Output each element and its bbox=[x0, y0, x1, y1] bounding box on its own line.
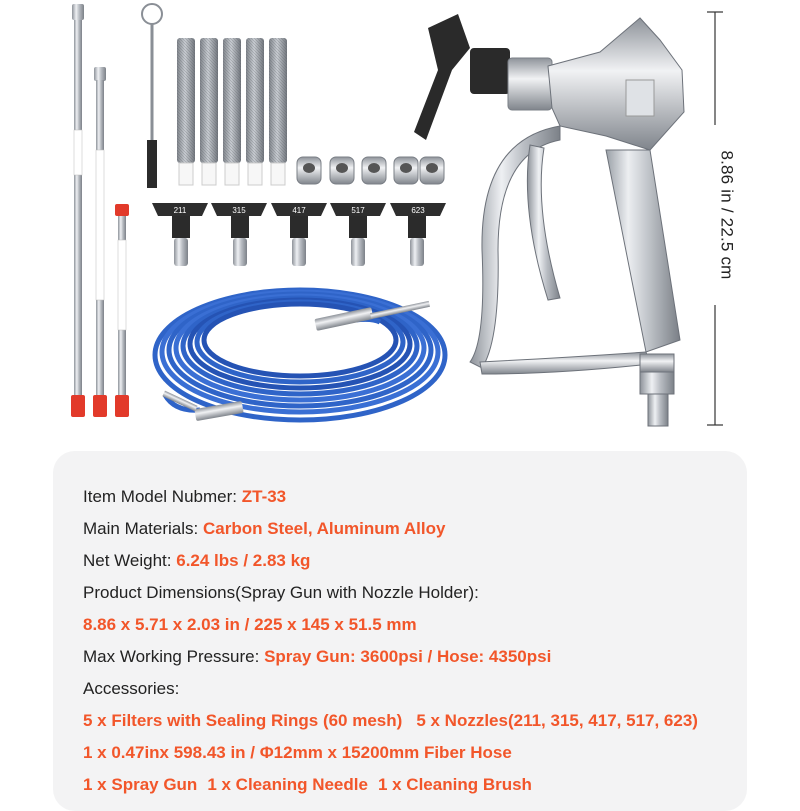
accessory-cleaning-needle: 1 x Cleaning Needle bbox=[207, 775, 368, 794]
spec-value: ZT-33 bbox=[241, 487, 287, 506]
cleaning-brush bbox=[142, 4, 162, 188]
accessories-line-1 bbox=[83, 710, 698, 732]
spec-label: Net Weight: bbox=[83, 551, 177, 570]
nozzle-315 bbox=[211, 203, 267, 266]
extension-pole-long bbox=[71, 4, 85, 417]
sealing-rings bbox=[297, 157, 444, 184]
nozzles bbox=[152, 203, 446, 266]
nozzle-code: 623 bbox=[411, 206, 425, 215]
spec-label: Product Dimensions(Spray Gun with Nozzle Holder): bbox=[83, 583, 479, 602]
spec-model bbox=[83, 486, 286, 508]
spec-accessories-label bbox=[83, 678, 179, 700]
spec-label: Item Model Nubmer: bbox=[83, 487, 242, 506]
filters bbox=[177, 38, 287, 185]
accessory-cleaning-brush: 1 x Cleaning Brush bbox=[377, 775, 532, 794]
nozzle-211 bbox=[152, 203, 208, 266]
dimension-label: 8.86 in / 22.5 cm bbox=[718, 150, 737, 280]
accessory-nozzles: 5 x Nozzles(211, 315, 417, 517, 623) bbox=[416, 711, 698, 730]
spec-materials bbox=[83, 518, 445, 540]
accessories-line-2 bbox=[83, 742, 512, 764]
spec-value: 8.86 x 5.71 x 2.03 in / 225 x 145 x 51.5 mm bbox=[83, 615, 417, 634]
nozzle-code: 517 bbox=[351, 206, 365, 215]
nozzle-code: 315 bbox=[232, 206, 246, 215]
spec-value: Carbon Steel, Aluminum Alloy bbox=[202, 519, 446, 538]
spray-gun bbox=[414, 14, 684, 426]
spec-label: Max Working Pressure: bbox=[83, 647, 265, 666]
spec-weight bbox=[83, 550, 310, 572]
spec-pressure bbox=[83, 646, 551, 668]
accessory-hose: 1 x 0.47inx 598.43 in / Φ12mm x 15200mm Fiber Hose bbox=[83, 743, 512, 762]
nozzle-417 bbox=[271, 203, 327, 266]
extension-pole-short bbox=[115, 204, 129, 417]
accessory-filters: 5 x Filters with Sealing Rings (60 mesh) bbox=[83, 711, 403, 730]
nozzle-code: 417 bbox=[292, 206, 306, 215]
spec-value: 6.24 lbs / 2.83 kg bbox=[176, 551, 311, 570]
nozzle-517 bbox=[330, 203, 386, 266]
nozzle-code: 211 bbox=[173, 206, 187, 215]
spec-value: Spray Gun: 3600psi / Hose: 4350psi bbox=[264, 647, 552, 666]
spec-dimensions-value bbox=[83, 614, 417, 636]
spec-label: Accessories: bbox=[83, 679, 180, 698]
spec-label: Main Materials: bbox=[83, 519, 203, 538]
nozzle-623 bbox=[390, 203, 446, 266]
spec-dimensions-label bbox=[83, 582, 479, 604]
extension-pole-medium bbox=[93, 67, 107, 417]
accessory-spray-gun: 1 x Spray Gun bbox=[83, 775, 198, 794]
accessories-line-3 bbox=[83, 774, 532, 796]
